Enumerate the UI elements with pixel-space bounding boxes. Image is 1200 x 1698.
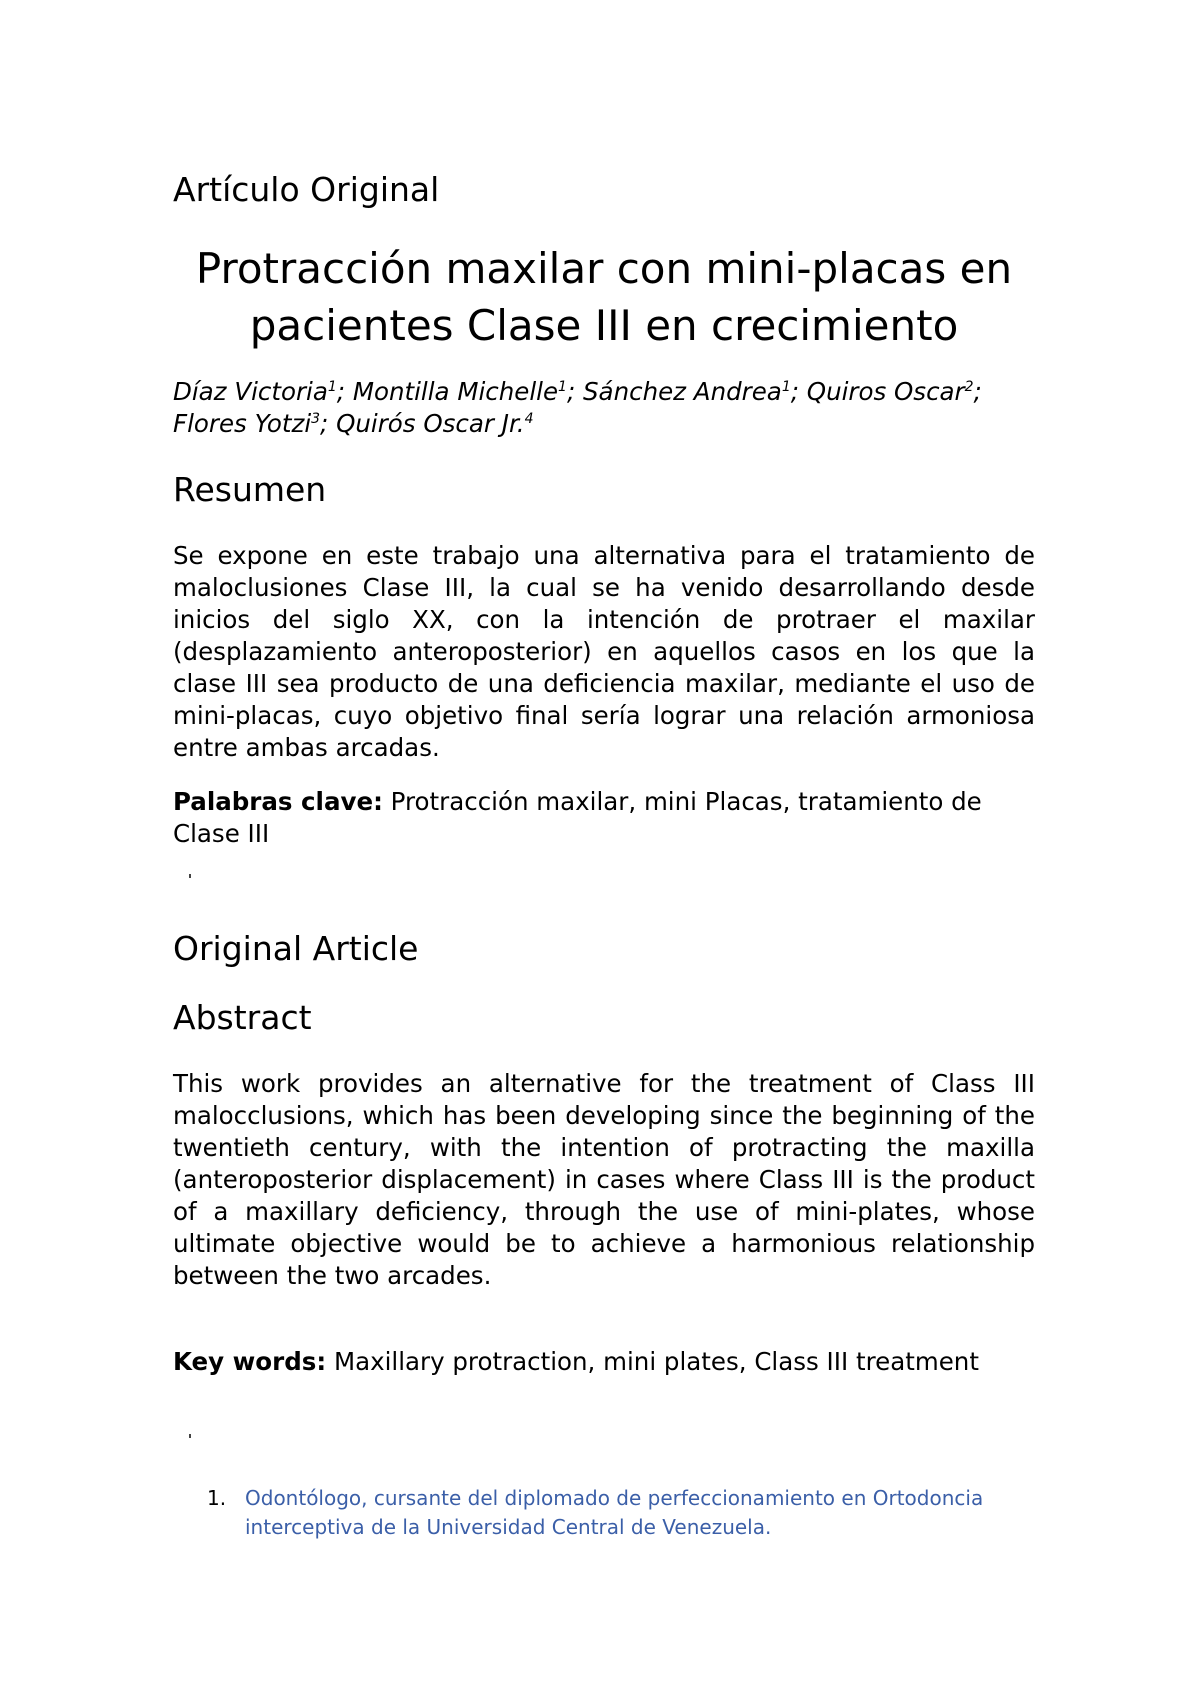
author-affiliation: 1 xyxy=(781,379,791,395)
author-separator: ; xyxy=(790,377,807,406)
footnote-list xyxy=(173,1484,1035,1542)
article-type-es: Artículo Original xyxy=(173,170,440,209)
resumen-text: Se expone en este trabajo una alternativa para el tratamiento de maloclusiones Clase III, la cual se ha venido desarrollando desde inicios del siglo XX, con la intención de protraer el maxilar (desplazamiento anteroposterior) en aquellos casos en los que la clase III sea producto de una deficiencia maxilar, mediante el uso de mini-placas, cuyo objetivo final sería lograr una relación armoniosa entre ambas arcadas. xyxy=(173,541,1035,762)
author-affiliation: 1 xyxy=(558,379,567,395)
author-affiliation: 1 xyxy=(327,379,337,395)
footnote-number: 1. xyxy=(207,1486,227,1510)
author-name: Quirós Oscar Jr. xyxy=(336,409,525,438)
author-separator: ; xyxy=(320,409,337,438)
author-separator: ; xyxy=(566,377,583,406)
author-list xyxy=(173,376,1035,440)
article-title: Protracción maxilar con mini-placas en pacientes Clase III en crecimiento xyxy=(195,244,1013,350)
author-separator: ; xyxy=(973,377,982,406)
author-affiliation: 4 xyxy=(524,411,534,427)
resumen-keywords xyxy=(173,786,1035,850)
author-separator: ; xyxy=(336,377,353,406)
author-affiliation: 2 xyxy=(964,379,974,395)
section-mark xyxy=(189,1434,191,1438)
keywords-label: Key words: xyxy=(173,1347,327,1376)
abstract-keywords xyxy=(173,1346,1035,1378)
footnote-text: Odontólogo, cursante del diplomado de perfeccionamiento en Ortodoncia interceptiva de la Universidad Central de Venezuela. xyxy=(245,1486,984,1539)
author-name: Montilla Michelle xyxy=(352,377,559,406)
footnote xyxy=(173,1484,1035,1542)
author-affiliation: 3 xyxy=(311,411,321,427)
keywords-text: Maxillary protraction, mini plates, Class III treatment xyxy=(333,1347,979,1376)
section-mark xyxy=(189,874,191,878)
article-type-en: Original Article xyxy=(173,929,419,968)
author-name: Quiros Oscar xyxy=(806,377,965,406)
abstract-heading: Abstract xyxy=(173,998,312,1037)
resumen-heading: Resumen xyxy=(173,470,327,509)
keywords-label: Palabras clave: xyxy=(173,787,383,816)
author-name: Flores Yotzi xyxy=(173,409,312,438)
keywords-text: Protracción maxilar, mini Placas, tratamiento de Clase III xyxy=(173,787,982,848)
author-name: Díaz Victoria xyxy=(173,377,328,406)
author-name: Sánchez Andrea xyxy=(583,377,782,406)
abstract-text: This work provides an alternative for the treatment of Class III malocclusions, which has been developing since the beginning of the twentieth century, with the intention of protracting the maxilla (anteroposterior displacement) in cases where Class III is the product of a maxillary deficiency, through the use of mini-plates, whose ultimate objective would be to achieve a harmonious relationship between the two arcades. xyxy=(173,1069,1035,1290)
